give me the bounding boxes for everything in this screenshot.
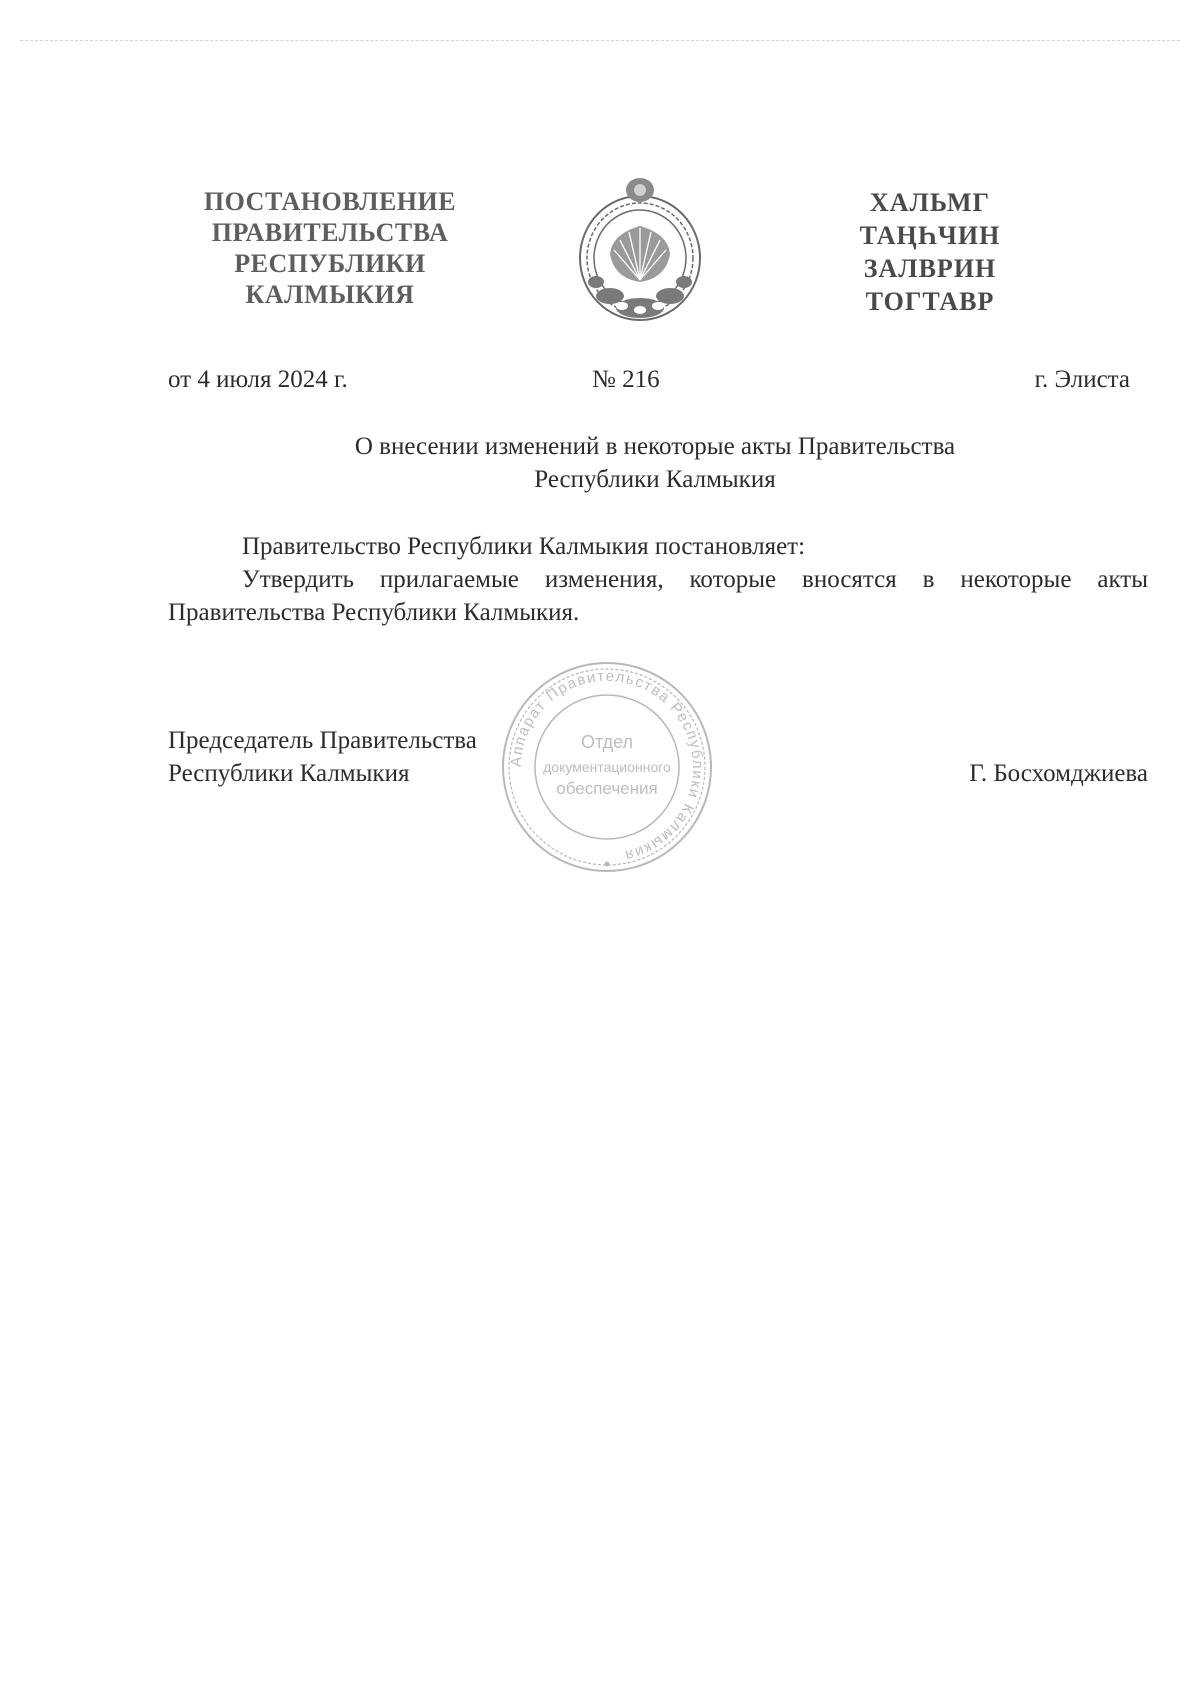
body-paragraph-2: Утвердить прилагаемые изменения, которые вносятся в некоторые акты Правительства Республики Калмыкия. bbox=[168, 566, 1148, 626]
header-kalmyk-line-3: ЗАЛВРИН bbox=[863, 254, 997, 283]
document-body bbox=[168, 530, 1148, 629]
stamp-inner-line-2: документационного bbox=[543, 759, 671, 775]
header-russian-line-3: РЕСПУБЛИКИ bbox=[234, 249, 426, 278]
header-russian bbox=[160, 186, 500, 310]
document-title bbox=[160, 430, 1150, 496]
official-stamp-icon bbox=[492, 652, 722, 882]
document-city: г. Элиста bbox=[1034, 366, 1130, 393]
body-paragraph-1: Правительство Республики Калмыкия постановляет: bbox=[242, 533, 806, 560]
header-kalmyk-line-4: ТОГТАВР bbox=[865, 287, 995, 316]
header-kalmyk-line-2: ТАҢҺЧИН bbox=[859, 221, 1001, 250]
stamp-inner-line-3: обеспечения bbox=[556, 779, 658, 798]
signatory-position-line-2: Республики Калмыкия bbox=[168, 760, 410, 787]
stamp-inner-line-1: Отдел bbox=[580, 732, 634, 752]
signatory-position-line-1: Председатель Правительства bbox=[168, 727, 477, 754]
document-number: № 216 bbox=[592, 366, 660, 393]
document-title-line-1: О внесении изменений в некоторые акты Правительства bbox=[354, 433, 956, 460]
header-russian-line-2: ПРАВИТЕЛЬСТВА bbox=[211, 218, 449, 247]
document-title-line-2: Республики Калмыкия bbox=[534, 466, 776, 493]
header-russian-line-1: ПОСТАНОВЛЕНИЕ bbox=[203, 187, 457, 216]
header-russian-line-4: КАЛМЫКИЯ bbox=[245, 280, 415, 309]
header-kalmyk bbox=[820, 186, 1040, 318]
signatory-name: Г. Босхомджиева bbox=[969, 760, 1148, 787]
document-date: от 4 июля 2024 г. bbox=[168, 366, 348, 393]
kalmykia-coat-of-arms-icon bbox=[572, 170, 708, 330]
stamp-ring-text: Аппарат Правительства Республики Калмыкия bbox=[507, 667, 707, 865]
header-kalmyk-line-1: ХАЛЬМГ bbox=[869, 188, 991, 217]
scan-artifact-line bbox=[20, 40, 1180, 41]
